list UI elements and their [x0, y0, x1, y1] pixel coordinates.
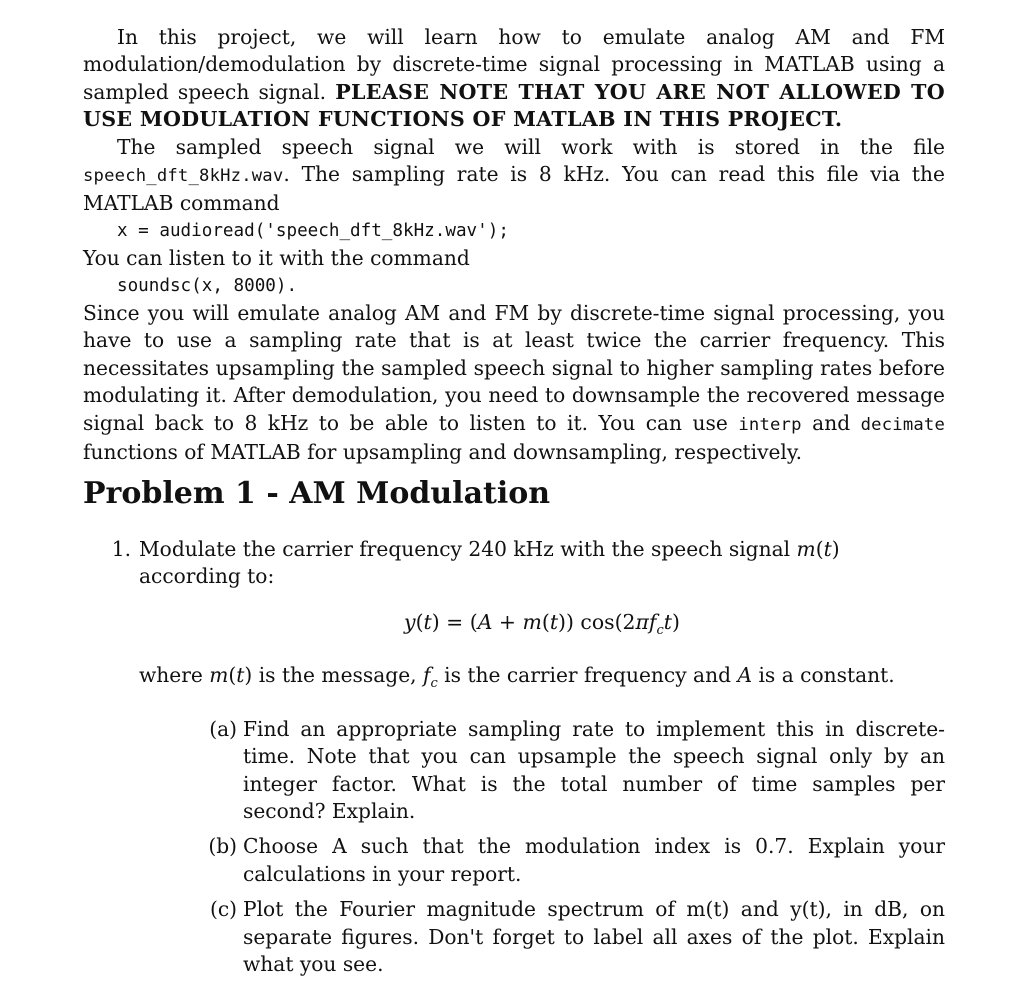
document-page: [83, 24, 946, 976]
interp-function: interp: [738, 414, 802, 435]
file-intro-text: The sampled speech signal we will work with is stored in the file: [117, 134, 945, 159]
file-name: speech_dft_8kHz.wav: [83, 166, 284, 187]
sub-question-text: Find an appropriate sampling rate to implement this in discrete-time. Note that you can upsample the speech signal only by an integer factor. What is the total number of time samples per second? Explain.: [243, 716, 945, 823]
code-soundsc: soundsc(x, 8000).: [117, 275, 298, 296]
item-text-b: according to:: [139, 564, 275, 589]
upsampling-text-b: and: [812, 410, 851, 435]
upsampling-text-c: functions of MATLAB for upsampling and downsampling, respectively.: [83, 440, 803, 465]
warning-note: PLEASE NOTE THAT YOU ARE NOT ALLOWED TO USE MODULATION FUNCTIONS OF MATLAB IN THIS PROJECT.: [83, 79, 945, 132]
sub-question-text: Plot the Fourier magnitude spectrum of m(t) and y(t), in dB, on separate figures. Don't forget to label all axes of the plot. Explain what you see.: [243, 897, 945, 976]
sub-question-c: [189, 896, 945, 978]
item-body: [139, 536, 945, 986]
sub-question-text: Choose A such that the modulation index is 0.7. Explain your calculations in your report.: [243, 834, 945, 886]
file-paragraph: [83, 134, 945, 218]
sub-question-list: [139, 716, 945, 979]
where-clause: where m(t) is the message, $f_c$ is the carrier frequency and A is a constant.: [139, 663, 895, 692]
sub-question-b: [189, 833, 945, 888]
decimate-function: decimate: [860, 414, 946, 435]
section-heading: Problem 1 - AM Modulation: [83, 476, 551, 511]
file-intro-end: .: [283, 162, 290, 187]
item-text-a: Modulate the carrier frequency 240 kHz with the speech signal: [139, 537, 791, 561]
upsampling-text-a: Since you will emulate analog AM and FM by discrete-time signal processing, you have to use a sampling rate that is at least twice the carrier frequency. This necessitates upsampling the sampled speech signal to higher sampling rates before modulating it. After demodulation, you need to downsample the recovered message signal back to 8 kHz to be able to listen to it. You can use: [83, 301, 945, 435]
sampling-rate-text: The sampling rate is 8 kHz. You can read this file via the MATLAB command: [83, 162, 945, 216]
sub-label: (a): [209, 716, 237, 741]
problem-item-1: [83, 536, 945, 986]
upsampling-paragraph: [83, 300, 945, 466]
sub-question-a: [189, 716, 945, 826]
message-symbol: m: [796, 537, 816, 561]
intro-text: In this project, we will learn how to emulate analog AM and FM modulation/demodulation by discrete-time signal processing in MATLAB using a sampled speech signal.: [83, 25, 945, 104]
am-equation: y(t) = (A + m(t)) $\cos(2\pi f_ct)$: [404, 609, 680, 638]
listen-paragraph: You can listen to it with the command: [83, 246, 470, 271]
code-audioread: x = audioread('speech_dft_8kHz.wav');: [117, 220, 509, 241]
sub-label: (b): [208, 834, 237, 859]
item-intro: Modulate the carrier frequency 240 kHz with the speech signal m(t) according to:: [139, 537, 840, 589]
problem-1: [83, 536, 945, 986]
sub-label: (c): [209, 897, 237, 922]
intro-paragraph: [83, 24, 945, 134]
item-number: 1.: [111, 537, 131, 561]
